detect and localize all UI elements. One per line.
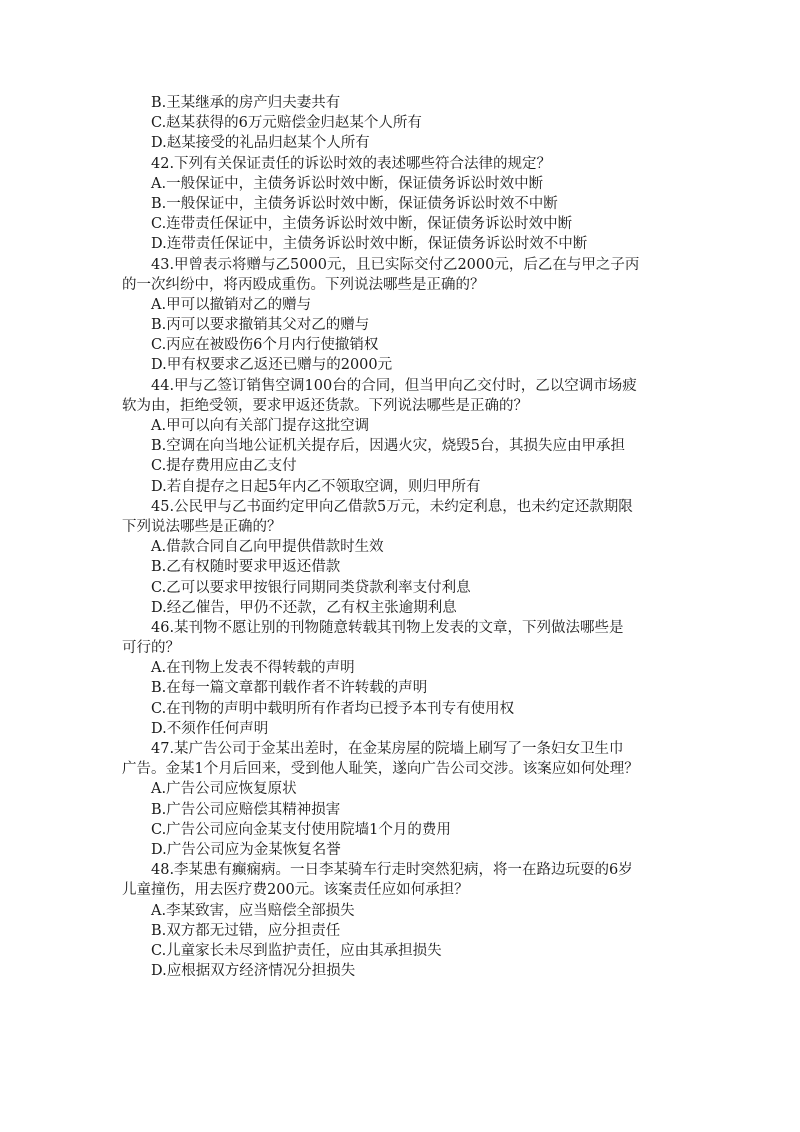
question-stem: 45.公民甲与乙书面约定甲向乙借款5万元，未约定利息，也未约定还款期限 [151, 498, 633, 515]
question-stem: 42.下列有关保证责任的诉讼时效的表述哪些符合法律的规定？ [151, 155, 552, 172]
answer-option: A.在刊物上发表不得转载的声明 [151, 660, 355, 677]
answer-option: A.李某致害，应当赔偿全部损失 [151, 902, 355, 919]
answer-option: A.一般保证中，主债务诉讼时效中断，保证债务诉讼时效中断 [151, 175, 544, 192]
answer-option: B.广告公司应赔偿其精神损害 [151, 801, 341, 818]
question-stem: 47.某广告公司于金某出差时，在金某房屋的院墙上刷写了一条妇女卫生巾 [151, 741, 624, 757]
answer-option: A.广告公司应恢复原状 [151, 781, 297, 798]
question-stem-continuation: 软为由，拒绝受领，要求甲返还货款。下列说法哪些是正确的？ [122, 397, 528, 414]
question-stem-continuation: 的一次纠纷中，将丙殴成重伤。下列说法哪些是正确的？ [122, 276, 485, 293]
answer-option: D.赵某接受的礼品归赵某个人所有 [151, 135, 370, 152]
question-stem: 48.李某患有癫痫病。一日李某骑车行走时突然犯病，将一在路边玩耍的6岁 [151, 862, 633, 879]
answer-option: C.在刊物的声明中载明所有作者均已授予本刊专有使用权 [151, 700, 515, 717]
answer-option: B.王某继承的房产归夫妻共有 [151, 95, 341, 111]
answer-option: D.连带责任保证中，主债务诉讼时效中断，保证债务诉讼时效不中断 [151, 236, 588, 253]
answer-option: D.甲有权要求乙返还已赠与的2000元 [151, 357, 393, 374]
answer-option: B.丙可以要求撤销其父对乙的赠与 [151, 317, 370, 334]
question-stem: 43.甲曾表示将赠与乙5000元，且已实际交付乙2000元，后乙在与甲之子丙 [151, 256, 640, 273]
question-stem-continuation: 下列说法哪些是正确的？ [122, 518, 282, 535]
answer-option: A.甲可以撤销对乙的赠与 [151, 296, 312, 313]
answer-option: C.乙可以要求甲按银行同期同类贷款利率支付利息 [151, 579, 471, 596]
document-body [122, 93, 682, 981]
answer-option: C.广告公司应向金某支付使用院墙1个月的费用 [151, 821, 451, 838]
answer-option: C.丙应在被殴伤6个月内行使撤销权 [151, 337, 379, 354]
answer-option: D.经乙催告，甲仍不还款，乙有权主张逾期利息 [151, 599, 457, 616]
question-stem-continuation: 儿童撞伤，用去医疗费200元。该案责任应如何承担？ [122, 882, 469, 899]
answer-option: C.连带责任保证中，主债务诉讼时效中断，保证债务诉讼时效中断 [151, 216, 573, 233]
answer-option: B.一般保证中，主债务诉讼时效中断，保证债务诉讼时效不中断 [151, 195, 558, 212]
answer-option: A.甲可以向有关部门提存这批空调 [151, 418, 370, 434]
answer-option: D.应根据双方经济情况分担损失 [151, 963, 356, 980]
answer-option: B.双方都无过错，应分担责任 [151, 922, 341, 939]
answer-option: A.借款合同自乙向甲提供借款时生效 [151, 539, 384, 556]
answer-option: C.提存费用应由乙支付 [151, 458, 297, 475]
answer-option: B.空调在向当地公证机关提存后，因遇火灾，烧毁5台，其损失应由甲承担 [151, 438, 625, 455]
question-stem: 44.甲与乙签订销售空调100台的合同，但当甲向乙交付时，乙以空调市场疲 [151, 377, 637, 394]
answer-option: C.赵某获得的6万元赔偿金归赵某个人所有 [151, 115, 422, 132]
answer-option: B.乙有权随时要求甲返还借款 [151, 559, 341, 576]
question-stem-continuation: 可行的？ [122, 640, 180, 657]
question-stem-continuation: 广告。金某1个月后回来，受到他人耻笑，遂向广告公司交涉。该案应如何处理？ [122, 761, 639, 778]
answer-option: B.在每一篇文章都刊载作者不许转载的声明 [151, 680, 428, 697]
answer-option: D.若自提存之日起5年内乙不领取空调，则归甲所有 [151, 478, 481, 495]
answer-option: D.广告公司应为金某恢复名誉 [151, 841, 341, 858]
answer-option: C.儿童家长未尽到监护责任，应由其承担损失 [151, 942, 442, 959]
question-stem: 46.某刊物不愿让别的刊物随意转载其刊物上发表的文章，下列做法哪些是 [151, 619, 624, 636]
answer-option: D.不须作任何声明 [151, 720, 269, 737]
